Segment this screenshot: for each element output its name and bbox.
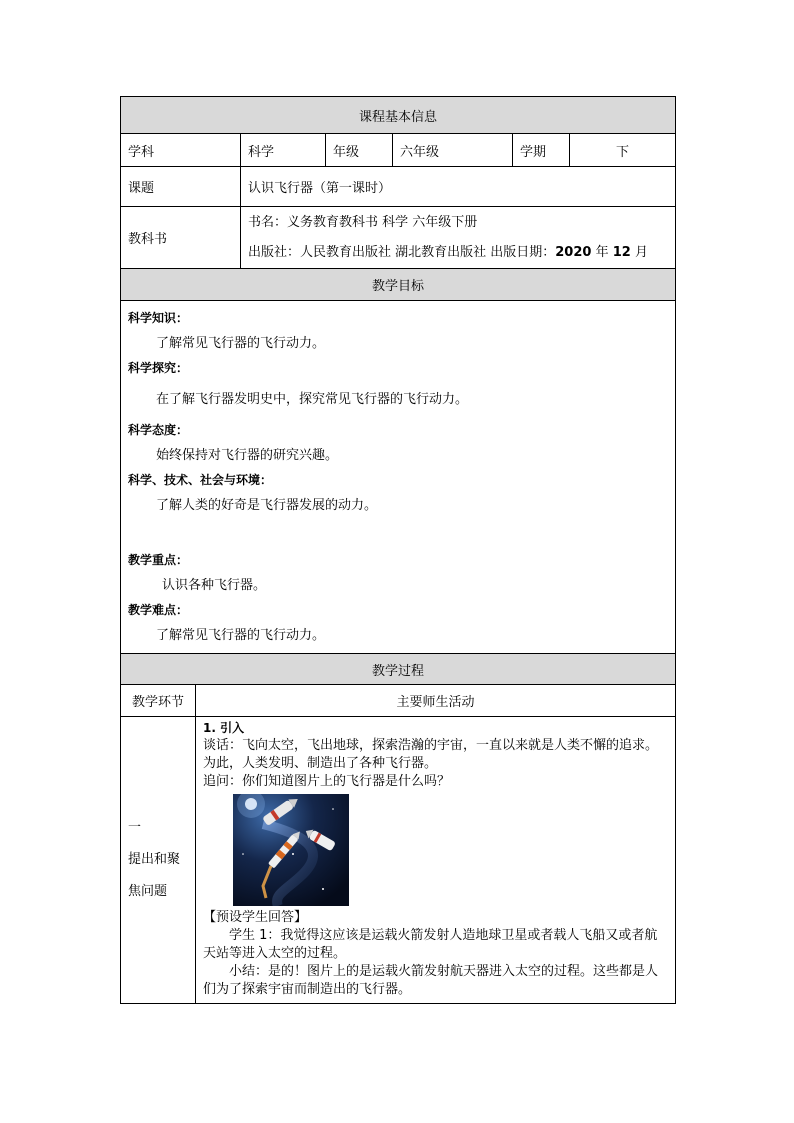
term-value: 下 — [570, 134, 676, 167]
objectives-body — [121, 301, 676, 654]
textbook-name: 书名：义务教育教科书 科学 六年级下册 — [248, 214, 478, 230]
pub-year-unit: 年 — [595, 244, 609, 260]
subject-value: 科学 — [241, 134, 326, 167]
lesson-table — [120, 96, 676, 1004]
talk-text: 谈话：飞向太空，飞出地球，探索浩瀚的宇宙，一直以来就是人类不懈的追求。为此，人类发明、制造出了各种飞行器。 — [203, 738, 659, 771]
pub-month-unit: 月 — [634, 244, 648, 260]
summary-text: 小结：是的！图片上的是运载火箭发射航天器进入太空的过程。这些都是人们为了探索宇宙而制造出的飞行器。 — [203, 964, 659, 997]
inquiry-text: 在了解飞行器发明史中，探究常见飞行器的飞行动力。 — [156, 392, 469, 407]
grade-label: 年级 — [326, 134, 393, 167]
topic-value: 认识飞行器（第一课时） — [241, 167, 676, 207]
ask-text: 追问：你们知道图片上的飞行器是什么吗？ — [203, 774, 451, 789]
sts-heading: 科学、技术、社会与环境： — [128, 473, 273, 487]
lesson-plan — [120, 96, 675, 1004]
topic-label: 课题 — [121, 167, 241, 207]
stage-column-header: 教学环节 — [121, 685, 196, 717]
key-point-text: 认识各种飞行器。 — [162, 578, 267, 593]
objectives-header: 教学目标 — [121, 269, 676, 301]
pub-year: 2020 — [555, 244, 592, 260]
pub-month: 12 — [612, 244, 631, 260]
key-point-heading: 教学重点： — [128, 553, 189, 567]
knowledge-heading: 科学知识： — [128, 311, 189, 325]
preset-heading: 【预设学生回答】 — [203, 910, 308, 925]
textbook-details — [241, 207, 676, 269]
course-info-header: 课程基本信息 — [121, 97, 676, 134]
attitude-text: 始终保持对飞行器的研究兴趣。 — [156, 448, 339, 463]
process-header: 教学过程 — [121, 654, 676, 685]
activity-column-header: 主要师生活动 — [196, 685, 676, 717]
difficulty-heading: 教学难点： — [128, 603, 189, 617]
publisher-line — [248, 238, 675, 268]
stage-cell — [121, 717, 196, 1004]
attitude-heading: 科学态度： — [128, 423, 189, 437]
grade-value: 六年级 — [393, 134, 513, 167]
subject-label: 学科 — [121, 134, 241, 167]
student-answer: 学生 1：我觉得这应该是运载火箭发射人造地球卫星或者载人飞船又或者航天站等进入太空的过程。 — [203, 928, 658, 961]
term-label: 学期 — [513, 134, 570, 167]
inquiry-heading: 科学探究： — [128, 361, 189, 375]
section-heading: 1. 引入 — [203, 721, 245, 735]
publisher-text: 出版社：人民教育出版社 湖北教育出版社 出版日期： — [248, 244, 556, 260]
stage-name-line2: 焦问题 — [128, 884, 168, 899]
knowledge-text: 了解常见飞行器的飞行动力。 — [156, 336, 326, 351]
rocket-launch-image — [233, 794, 349, 906]
difficulty-text: 了解常见飞行器的飞行动力。 — [156, 628, 326, 643]
stage-number: 一 — [128, 820, 142, 835]
sts-text: 了解人类的好奇是飞行器发展的动力。 — [156, 498, 378, 513]
textbook-label: 教科书 — [121, 207, 241, 269]
stage-name-line1: 提出和聚 — [128, 852, 181, 867]
activity-cell — [196, 717, 676, 1004]
